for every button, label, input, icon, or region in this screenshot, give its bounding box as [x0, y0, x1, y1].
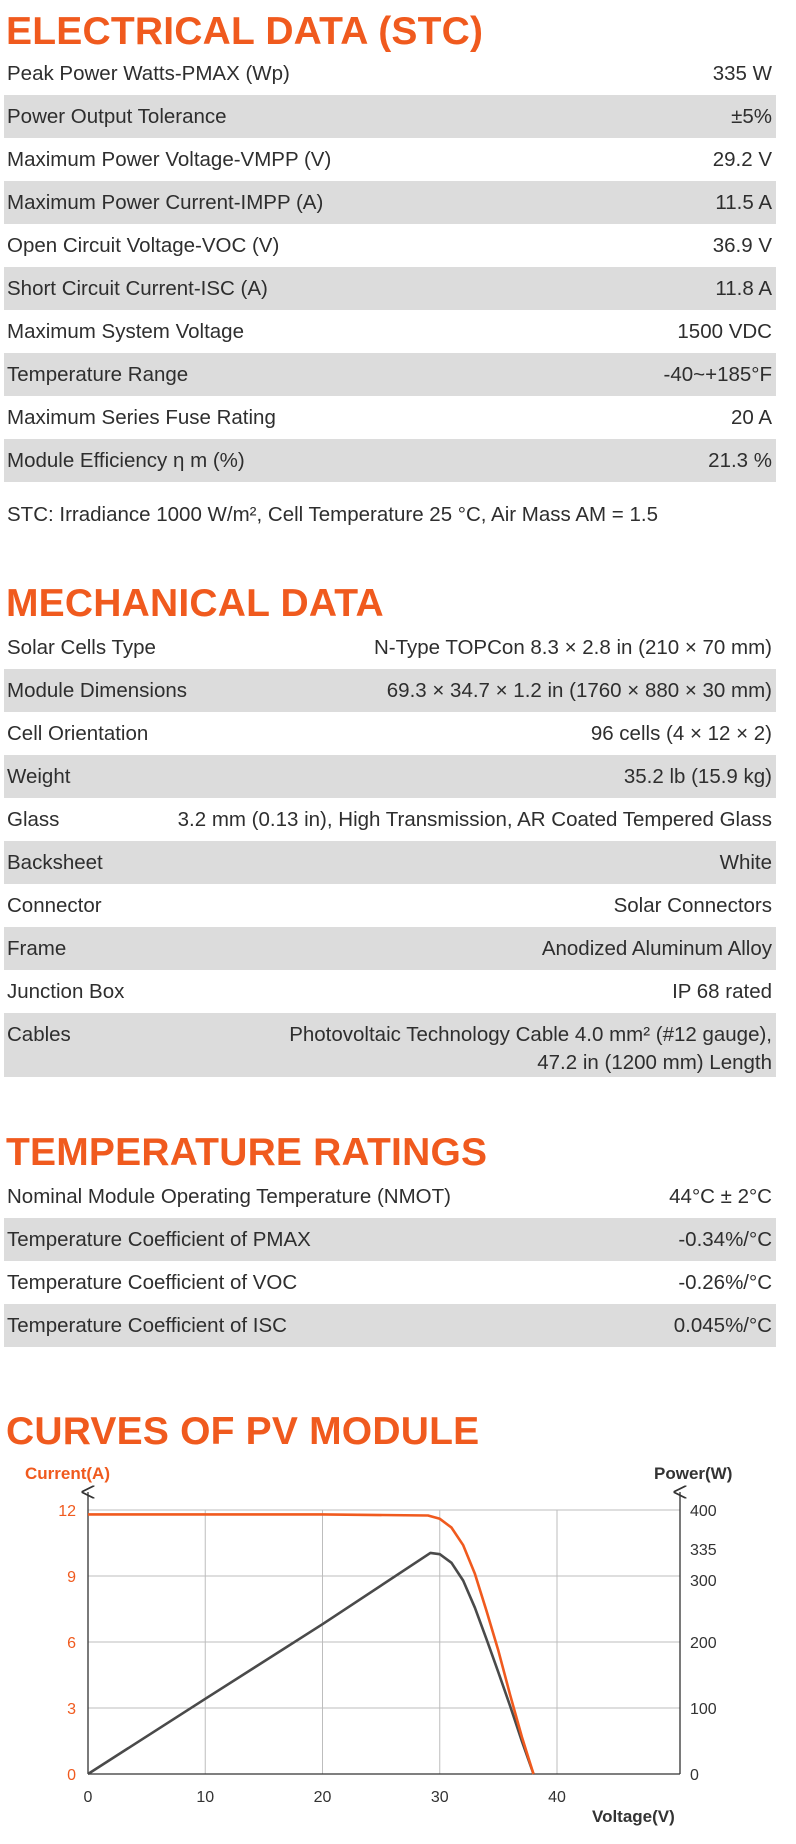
row-label: Backsheet [7, 850, 103, 874]
section-title-mechanical: MECHANICAL DATA [6, 582, 384, 625]
table-row [4, 138, 776, 181]
stc-note: STC: Irradiance 1000 W/m², Cell Temperature 25 °C, Air Mass AM = 1.5 [7, 503, 658, 526]
row-value: N-Type TOPCon 8.3 × 2.8 in (210 × 70 mm) [373, 635, 772, 659]
x-tick-label: 10 [196, 1789, 215, 1806]
row-label: Solar Cells Type [7, 635, 156, 659]
y2-tick-label: 0 [690, 1767, 699, 1784]
table-row [4, 353, 776, 396]
row-value: 3.2 mm (0.13 in), High Transmission, AR Coated Tempered Glass [177, 807, 772, 831]
row-label: Short Circuit Current-ISC (A) [7, 276, 268, 300]
table-row [4, 1261, 776, 1304]
row-label: Temperature Coefficient of ISC [7, 1313, 287, 1337]
y-tick-label: 12 [58, 1503, 76, 1520]
table-row [4, 626, 776, 669]
row-value: IP 68 rated [672, 979, 772, 1003]
row-label: Cables [7, 1023, 71, 1046]
row-value [289, 1021, 772, 1077]
row-value: 44°C ± 2°C [669, 1184, 772, 1208]
y2-tick-label: 400 [690, 1503, 717, 1520]
row-value: 20 A [730, 405, 772, 429]
table-row [4, 884, 776, 927]
y-axis-title: Current(A) [25, 1464, 110, 1483]
row-label: Frame [7, 936, 67, 960]
y2-tick-label: 200 [690, 1635, 717, 1652]
current-curve-line [88, 1514, 534, 1774]
row-label: Temperature Coefficient of VOC [7, 1270, 298, 1294]
chart-axes [58, 1492, 717, 1806]
row-value: 0.045%/°C [673, 1313, 772, 1337]
row-label: Glass [7, 807, 60, 831]
row-value: ±5% [731, 104, 772, 128]
table-row [4, 712, 776, 755]
table-row [4, 669, 776, 712]
row-label: Power Output Tolerance [7, 104, 227, 128]
x-tick-label: 0 [83, 1789, 93, 1806]
row-value: Anodized Aluminum Alloy [541, 936, 772, 960]
table-row [4, 970, 776, 1013]
row-value: 11.8 A [715, 276, 772, 300]
section-title-curves: CURVES OF PV MODULE [6, 1410, 480, 1453]
y-tick-label: 0 [67, 1767, 76, 1784]
row-label: Temperature Coefficient of PMAX [7, 1227, 311, 1251]
row-label: Maximum Series Fuse Rating [7, 405, 276, 429]
table-row [4, 439, 776, 482]
row-value: 11.5 A [715, 190, 772, 214]
section-title-electrical: ELECTRICAL DATA (STC) [6, 10, 484, 53]
row-value: Solar Connectors [613, 893, 772, 917]
table-row [4, 396, 776, 439]
row-value: 1500 VDC [677, 319, 772, 343]
row-label: Cell Orientation [7, 721, 149, 745]
table-row [4, 798, 776, 841]
row-label: Peak Power Watts-PMAX (Wp) [7, 61, 290, 85]
y-tick-label: 3 [67, 1701, 76, 1718]
table-row [4, 1175, 776, 1218]
y2-tick-label: 300 [690, 1573, 717, 1590]
y-tick-label: 9 [67, 1569, 76, 1586]
x-tick-label: 30 [430, 1789, 449, 1806]
row-value: 96 cells (4 × 12 × 2) [590, 721, 772, 745]
temperature-table [4, 1175, 776, 1347]
row-label: Module Dimensions [7, 678, 188, 702]
table-row [4, 755, 776, 798]
row-label: Temperature Range [7, 362, 189, 386]
row-label: Maximum Power Current-IMPP (A) [7, 190, 324, 214]
y2-tick-label: 100 [690, 1701, 717, 1718]
row-label: Open Circuit Voltage-VOC (V) [7, 233, 280, 257]
table-row [4, 927, 776, 970]
power-curve-line [88, 1553, 534, 1774]
table-row [4, 1304, 776, 1347]
x-tick-label: 20 [313, 1789, 332, 1806]
row-label: Weight [7, 764, 71, 788]
row-value: 335 W [712, 61, 772, 85]
row-value: 36.9 V [712, 233, 772, 257]
table-row [4, 841, 776, 884]
y-tick-label: 6 [67, 1635, 76, 1652]
x-tick-label: 40 [548, 1789, 566, 1806]
table-row [4, 310, 776, 353]
row-value: -0.34%/°C [678, 1227, 772, 1251]
row-label: Junction Box [7, 979, 125, 1003]
row-value: -0.26%/°C [678, 1270, 772, 1294]
row-label: Module Efficiency η m (%) [7, 448, 245, 472]
row-value-line: Photovoltaic Technology Cable 4.0 mm² (#12 gauge), [289, 1023, 772, 1046]
x-axis-title: Voltage(V) [592, 1807, 675, 1826]
table-row [4, 1013, 776, 1077]
row-value: 21.3 % [708, 448, 772, 472]
row-value: 35.2 lb (15.9 kg) [623, 764, 772, 788]
table-row [4, 1218, 776, 1261]
y2-axis-title: Power(W) [654, 1464, 733, 1483]
row-label: Maximum Power Voltage-VMPP (V) [7, 147, 332, 171]
row-value: 69.3 × 34.7 × 1.2 in (1760 × 880 × 30 mm) [386, 678, 772, 702]
table-row [4, 95, 776, 138]
table-row [4, 224, 776, 267]
row-value: White [719, 850, 772, 874]
row-value-line: 47.2 in (1200 mm) Length [537, 1051, 772, 1074]
electrical-table [4, 52, 776, 482]
table-row [4, 267, 776, 310]
table-row [4, 181, 776, 224]
row-label: Maximum System Voltage [7, 319, 244, 343]
y2-tick-label: 335 [690, 1541, 717, 1559]
chart-series [88, 1514, 534, 1774]
row-label: Connector [7, 893, 102, 917]
row-value: 29.2 V [712, 147, 772, 171]
mechanical-table [4, 626, 776, 1077]
section-title-temperature: TEMPERATURE RATINGS [6, 1131, 488, 1174]
row-label: Nominal Module Operating Temperature (NMOT) [7, 1184, 451, 1208]
chart-grid [88, 1510, 680, 1774]
row-value: -40~+185°F [663, 362, 772, 386]
pv-curve-chart [0, 1458, 796, 1838]
chart-labels [25, 1464, 732, 1826]
table-row [4, 52, 776, 95]
